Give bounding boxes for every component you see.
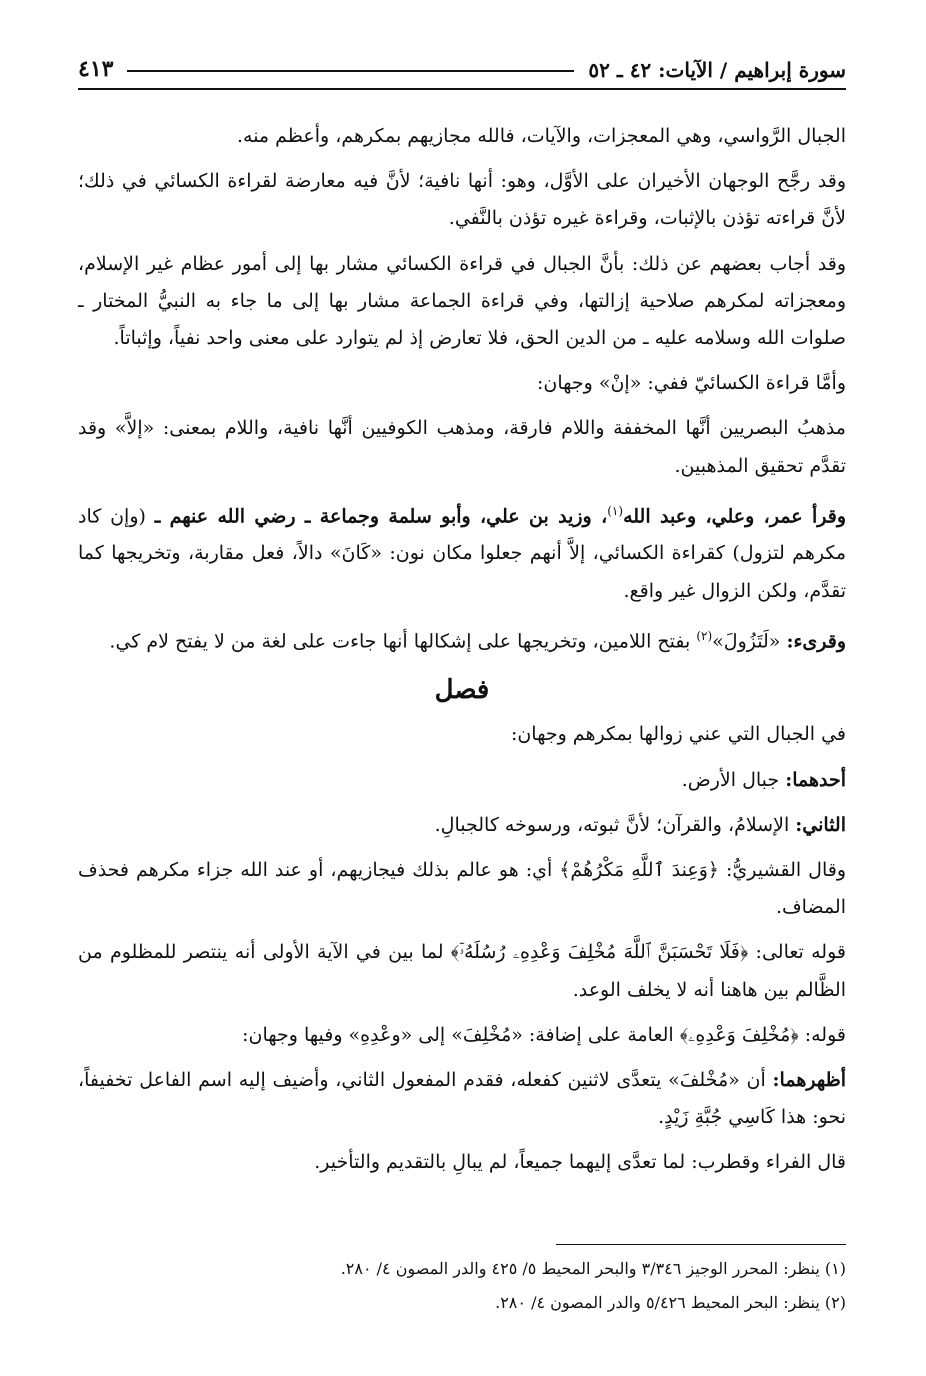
main-text: [78, 118, 846, 1190]
paragraph: وقد رجَّح الوجهان الأخيران على الأوَّل، وهو: أنها نافية؛ لأنَّ فيه معارضة لقراءة الكسائي في ذلك؛ لأنَّ قراءته تؤذن بالإثبات، وقراءة غيره تؤذن بالنَّفي.: [78, 170, 846, 230]
bold-names: ، وزيد بن علي، وأبو سلمة وجماعة ـ رضي الله عنهم ـ: [154, 505, 608, 528]
page-header: [78, 38, 846, 90]
paragraph-text: (وإن كاد مكرهم لتزول) كقراءة الكسائي، إلاَّ أنهم جعلوا مكان نون: «كَانَ» دالاً، فعل مقاربة، وتخريجها كما تقدَّم، ولكن الزوال غير واقع.: [78, 505, 846, 602]
page-number: ٤١٣: [78, 56, 114, 82]
footnote-divider: [556, 1244, 846, 1245]
footnote-ref-1[interactable]: (١): [607, 503, 624, 518]
bold-lead: أحدهما:: [785, 768, 846, 791]
header-rule: [127, 70, 574, 72]
paragraph: الجبال الرَّواسي، وهي المعجزات، والآيات، فالله مجازيهم بمكرهم، وأعظم منه.: [236, 125, 846, 147]
running-title: سورة إبراهيم / الآيات: ٤٢ ـ ٥٢: [588, 58, 846, 82]
section-paragraph: قوله: ﴿مُخْلِفَ وَعْدِهِۦ﴾ العامة على إضافة: «مُخْلِفَ» إلى «وعْدِهِ» وفيها وجهان:: [242, 1023, 846, 1046]
section-paragraph: الثاني: الإسلامُ، والقرآن؛ لأنَّ ثبوته، ورسوخه كالجبالِ.: [434, 813, 846, 836]
bold-lead: وقرأ عمر، وعلي، وعبد الله: [623, 505, 847, 528]
footnotes: [78, 1252, 846, 1320]
bold-lead: وقرىء:: [786, 630, 846, 653]
paragraph-text: بفتح اللامين، وتخريجها على إشكالها أنها جاءت على لغة من لا يفتح لام كي.: [109, 630, 697, 653]
bold-lead: الثاني:: [795, 813, 846, 836]
paragraph: مذهبُ البصريين أنَّها المخففة واللام فارقة، ومذهب الكوفيين أنَّها نافية، واللام بمعنى: «إلاَّ» وقد تقدَّم تحقيق المذهبين.: [78, 417, 846, 477]
section-paragraph: قوله تعالى: ﴿فَلَا تَحْسَبَنَّ ٱللَّهَ مُخْلِفَ وَعْدِهِۦ رُسُلَهُۥٓ﴾ لما بين في الآية الأولى أنه ينتصر للمظلوم من الظَّالم بين هاهنا أنه لا يخلف الوعد.: [78, 941, 846, 1001]
paragraph: وأمَّا قراءة الكسائيّ ففي: «إنْ» وجهان:: [536, 372, 846, 395]
reading-paragraph: [78, 493, 846, 610]
footnote-ref-2[interactable]: (٢): [696, 628, 713, 643]
section-heading: فصل: [434, 675, 490, 706]
section-paragraph: وقال القشيريُّ: ﴿وَعِندَ ٱللَّهِ مَكْرُهُمْ﴾ أي: هو عالم بذلك فيجازيهم، أو عند الله جزاء مكرهم فحذف المضاف.: [78, 858, 846, 919]
qira-paragraph: [78, 618, 846, 661]
section-paragraph: قال الفراء وقطرب: لما تعدَّى إليهما جميعاً، لم يبالِ بالتقديم والتأخير.: [314, 1151, 846, 1174]
bold-lead: أظهرهما:: [772, 1068, 846, 1091]
section-paragraph: أظهرهما: أن «مُخْلفَ» يتعدَّى لاثنين كفعله، فقدم المفعول الثاني، وأضيف إليه اسم الفاعل تخفيفاً، نحو: هذا كَاسِي جُبَّةِ زَيْدٍ.: [78, 1068, 846, 1129]
section-paragraph: أحدهما: جبال الأرض.: [681, 768, 846, 791]
footnote-2: (٢) ينظر: البحر المحيط ٥/٤٢٦ والدر المصون ٤/ ٢٨٠.: [495, 1293, 846, 1312]
paragraph: وقد أجاب بعضهم عن ذلك: بأنَّ الجبال في قراءة الكسائي مشار بها إلى أمور عظام غير الإسلام، ومعجزاته لمكرهم صلاحية إزالتها، وفي قراءة الجماعة مشار بها إلى ما جاء به النبيُّ المختار ـ صلوات الله وسلامه عليه ـ من الدين الحق، فلا تعارض إذ لم يتوارد على معنى واحد نفياً، وإثباتاً.: [78, 252, 846, 350]
footnote-1: (١) ينظر: المحرر الوجيز ٣/٣٤٦ والبحر المحيط ٥/ ٤٢٥ والدر المصون ٤/ ٢٨٠.: [340, 1259, 846, 1278]
section-paragraph: في الجبال التي عني زوالها بمكرهم وجهان:: [510, 723, 846, 746]
quoted-word: «لَتَزُولَ»: [712, 630, 787, 653]
